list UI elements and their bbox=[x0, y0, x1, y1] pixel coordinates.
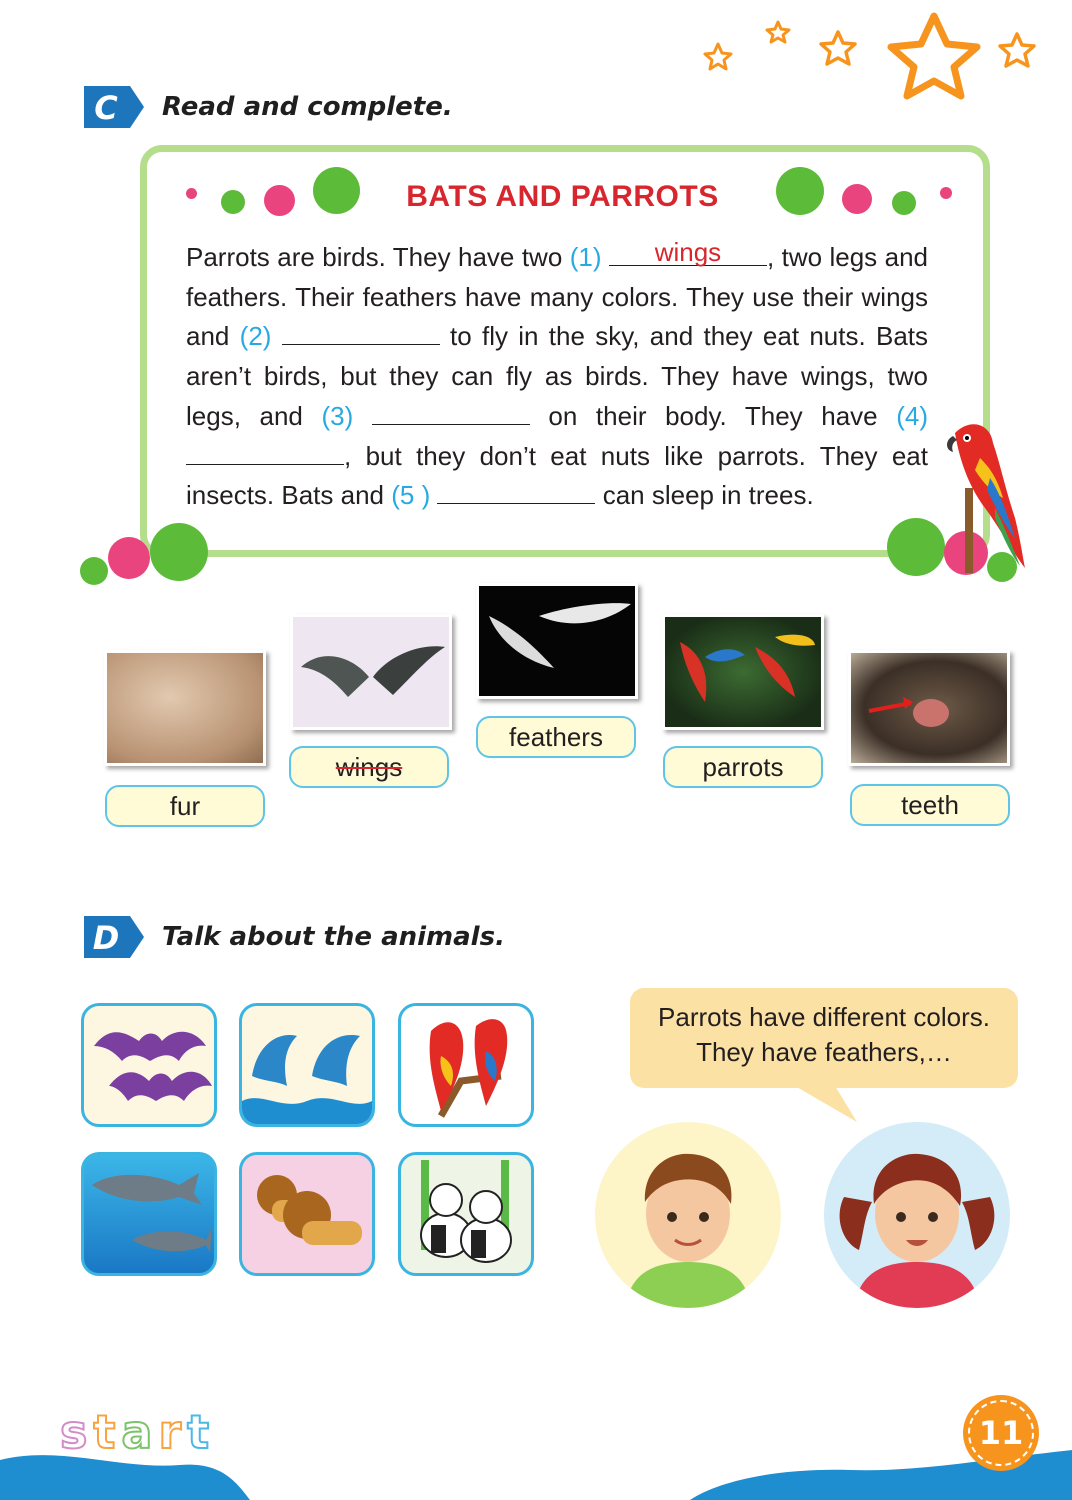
tile-lions[interactable] bbox=[239, 1152, 375, 1276]
tile-bats[interactable] bbox=[81, 1003, 217, 1127]
star-icon bbox=[821, 32, 855, 64]
passage-text: Parrots are birds. They have two (1) wings , two legs and feathers. Their feathers have many colors. They use their wings and (2) to fly in the sky, and they eat nuts. Bats aren’t birds, but they can fly as birds. They have wings, two legs, and (3) on their body. They have (4) , but they don’t eat nuts like parrots. They eat insects. Bats and (5 ) can sleep in trees. bbox=[186, 237, 929, 511]
tile-sharks[interactable] bbox=[81, 1152, 217, 1276]
boy-avatar bbox=[595, 1122, 781, 1308]
blank-number-4: (4) bbox=[896, 400, 928, 431]
blank-3[interactable] bbox=[372, 400, 530, 425]
tile-pandas[interactable] bbox=[398, 1152, 534, 1276]
word-card-parrots[interactable]: parrots bbox=[663, 746, 823, 788]
speech-bubble-tail bbox=[795, 1086, 865, 1126]
section-c-instruction: Read and complete. bbox=[162, 92, 453, 122]
logo-letter-t2: t bbox=[187, 1405, 216, 1459]
photo-teeth bbox=[848, 650, 1010, 766]
photo-fur bbox=[104, 650, 266, 766]
word-wings-crossed: wings bbox=[335, 752, 403, 782]
blank-number-3: (3) bbox=[321, 400, 354, 431]
section-c-badge bbox=[80, 84, 146, 130]
blank-5[interactable] bbox=[437, 479, 595, 504]
page-number-ring bbox=[968, 1400, 1034, 1466]
blank-number-1: (1) bbox=[569, 242, 602, 272]
blank-number-5: (5 ) bbox=[391, 480, 431, 511]
star-icon bbox=[767, 22, 789, 42]
section-d-instruction: Talk about the animals. bbox=[162, 922, 505, 952]
word-card-fur[interactable]: fur bbox=[105, 785, 265, 827]
photo-wings bbox=[290, 614, 452, 730]
section-d-letter: D bbox=[92, 919, 120, 957]
page-number: 11 bbox=[963, 1395, 1039, 1471]
star-icon bbox=[891, 16, 977, 96]
blank-2[interactable] bbox=[282, 320, 440, 345]
speech-line-2: They have feathers,… bbox=[696, 1037, 952, 1067]
speech-text bbox=[630, 1000, 1018, 1070]
word-card-feathers[interactable]: feathers bbox=[476, 716, 636, 758]
logo-letter-t: t bbox=[93, 1405, 122, 1459]
section-c-letter: C bbox=[94, 89, 118, 127]
star-icon bbox=[1000, 34, 1034, 66]
speech-line-1: Parrots have different colors. bbox=[658, 1002, 990, 1032]
word-card-wings[interactable] bbox=[289, 746, 449, 788]
blank-number-2: (2) bbox=[239, 321, 272, 352]
word-card-teeth[interactable]: teeth bbox=[850, 784, 1010, 826]
parrot-illustration bbox=[935, 418, 1030, 573]
start-logo bbox=[60, 1405, 280, 1465]
answer-1: wings bbox=[654, 237, 722, 267]
logo-letter-s: s bbox=[60, 1405, 94, 1459]
girl-avatar bbox=[824, 1122, 1010, 1308]
logo-letter-a: a bbox=[121, 1405, 159, 1459]
tile-dolphins[interactable] bbox=[239, 1003, 375, 1127]
logo-letter-r: r bbox=[158, 1405, 188, 1459]
blank-4[interactable] bbox=[186, 440, 344, 465]
blank-1[interactable] bbox=[609, 237, 767, 267]
tile-parrots[interactable] bbox=[398, 1003, 534, 1127]
photo-feathers bbox=[476, 583, 638, 699]
stars-decoration bbox=[690, 0, 1072, 120]
section-d-badge bbox=[80, 914, 146, 960]
photo-parrots bbox=[662, 614, 824, 730]
passage-title: BATS AND PARROTS bbox=[406, 180, 719, 213]
star-icon bbox=[705, 44, 731, 69]
